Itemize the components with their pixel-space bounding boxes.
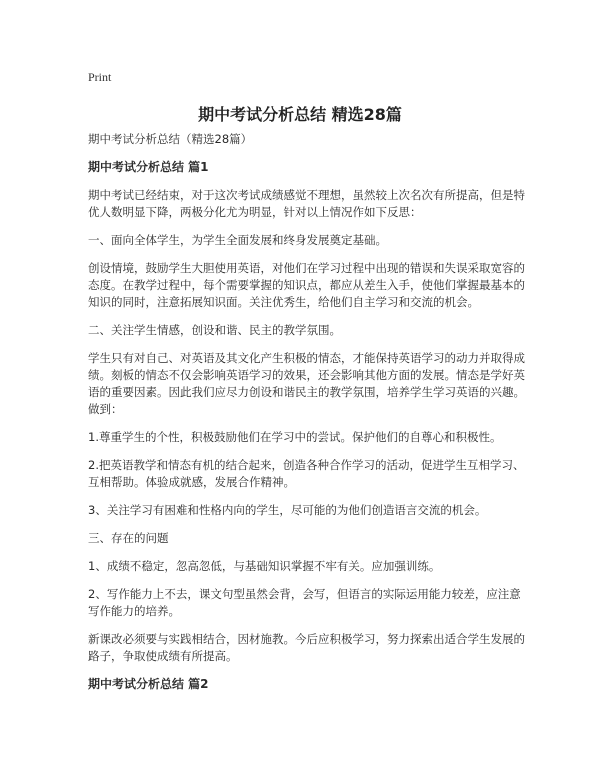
article-body [88,131,528,704]
paragraph-conclusion: 新课改必须要与实践相结合，因材施教。今后应积极学习，努力探索出适合学生发展的路子，争取使成绩有所提高。 [88,632,525,663]
paragraph-point-3: 三、存在的问题 [88,531,169,545]
section-heading-1: 期中考试分析总结 篇1 [88,160,209,174]
paragraph-problem-1: 1、成绩不稳定，忽高忽低，与基础知识掌握不牢有关。应加强训练。 [88,559,441,573]
section-heading-2: 期中考试分析总结 篇2 [88,677,209,691]
paragraph-item-2: 2.把英语教学和情态有机的结合起来，创造各种合作学习的活动，促进学生互相学习、互相帮助。体验成就感，发展合作精神。 [88,458,525,489]
paragraph-item-1: 1.尊重学生的个性，积极鼓励他们在学习中的尝试。保护他们的自尊心和积极性。 [88,430,502,444]
print-link[interactable]: Print [88,70,112,84]
paragraph-point-1: 一、面向全体学生，为学生全面发展和终身发展奠定基础。 [88,233,387,247]
paragraph-intro: 期中考试已经结束，对于这次考试成绩感觉不理想，虽然较上次名次有所提高，但是特优人数明显下降，两极分化尤为明显，针对以上情况作如下反思： [88,188,525,219]
paragraph-point-1-detail: 创设情境，鼓励学生大胆使用英语，对他们在学习过程中出现的错误和失误采取宽容的态度。在教学过程中，每个需要掌握的知识点，都应从差生入手，使他们掌握最基本的知识的同时，注意拓展知识面。关注优秀生，给他们自主学习和交流的机会。 [88,261,525,309]
paragraph-point-2-detail: 学生只有对自己、对英语及其文化产生积极的情态，才能保持英语学习的动力并取得成绩。刻板的情态不仅会影响英语学习的效果，还会影响其他方面的发展。情态是学好英语的重要因素。因此我们应尽力创设和谐民主的教学氛围，培养学生学习英语的兴趣。做到： [88,351,525,416]
subtitle: 期中考试分析总结（精选28篇） [88,132,253,146]
paragraph-point-2: 二、关注学生情感，创设和谐、民主的教学氛围。 [88,323,341,337]
paragraph-item-3: 3、关注学习有困难和性格内向的学生，尽可能的为他们创造语言交流的机会。 [88,503,487,517]
paragraph-problem-2: 2、写作能力上不去，课文句型虽然会背，会写，但语言的实际运用能力较差，应注意写作能力的培养。 [88,587,521,618]
page-title: 期中考试分析总结 精选28篇 [198,105,402,124]
